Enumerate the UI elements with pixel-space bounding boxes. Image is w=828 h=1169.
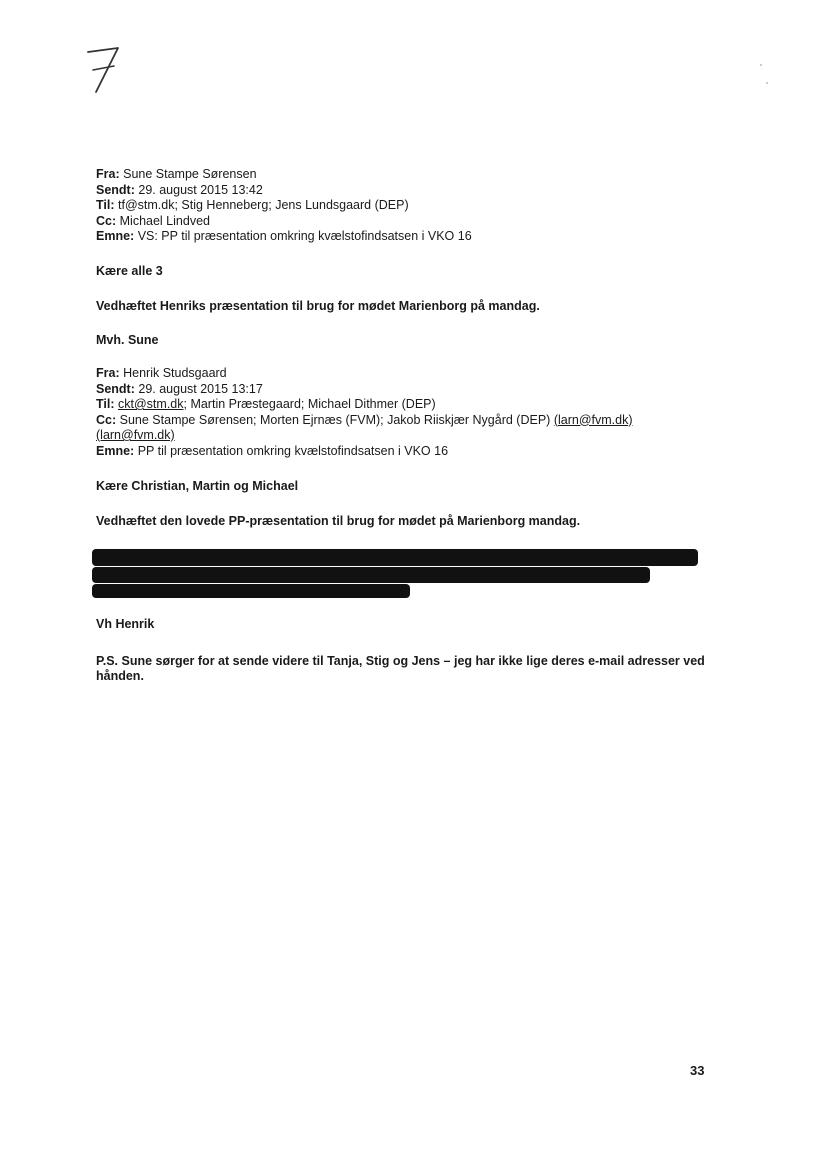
subject-line: Emne: VS: PP til præsentation omkring kvælstofindsatsen i VKO 16 [96,229,472,243]
body-text-2: Vedhæftet den lovede PP-præsentation til brug for mødet på Marienborg mandag. [96,514,581,528]
redaction-bar [92,567,650,583]
scan-speck [760,64,762,66]
greeting-2: Kære Christian, Martin og Michael [96,479,299,493]
email-header-1 [96,167,736,245]
redaction-bar [92,584,410,598]
cc-email-link[interactable]: (larn@fvm.dk) [553,412,633,427]
scan-speck [766,82,768,84]
redaction-bar [92,549,698,566]
sent-line: Sendt: 29. august 2015 13:42 [96,182,263,197]
to-email-link[interactable]: ckt@stm.dk [118,397,184,411]
cc-line: Cc: Michael Lindved [96,213,210,228]
body-text-1: Vedhæftet Henriks præsentation til brug for mødet Marienborg på mandag. [96,299,540,313]
to-line: Til: tf@stm.dk; Stig Henneberg; Jens Lundsgaard (DEP) [96,198,409,212]
email-header-2 [96,366,736,459]
cc-email-link-2[interactable]: (larn@fvm.dk) [96,428,175,442]
handwritten-page-mark [84,44,124,96]
cc-line-cont [96,428,736,444]
page-number: 33 [690,1063,705,1078]
signoff-2: Vh Henrik [96,617,155,631]
from-line: Fra: Sune Stampe Sørensen [96,167,257,181]
cc-line: Cc: Sune Stampe Sørensen; Morten Ejrnæs (FVM); Jakob Riiskjær Nygård (DEP) (larn@fvm.dk) [96,412,633,427]
subject-line: Emne: PP til præsentation omkring kvælstofindsatsen i VKO 16 [96,443,449,458]
ps-line-1: P.S. Sune sørger for at sende videre til Tanja, Stig og Jens – jeg har ikke lige deres e-mail adresser ved [96,654,705,668]
greeting-1: Kære alle 3 [96,264,163,278]
ps-line-2: hånden. [96,669,144,683]
signoff-1: Mvh. Sune [96,333,159,347]
from-line: Fra: Henrik Studsgaard [96,366,227,380]
sent-line: Sendt: 29. august 2015 13:17 [96,381,263,396]
to-line: Til: ckt@stm.dk; Martin Præstegaard; Michael Dithmer (DEP) [96,397,436,411]
